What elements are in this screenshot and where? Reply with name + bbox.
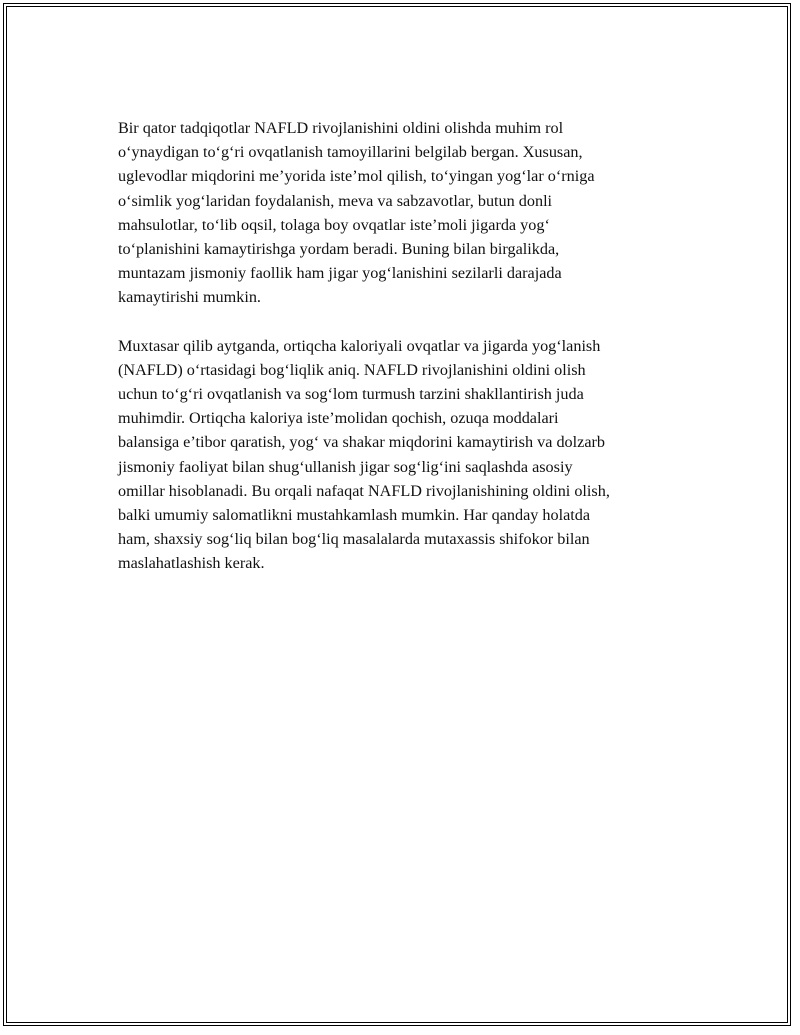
- text-line: uglevodlar miqdorini me’yorida iste’mol qilish, to‘yingan yog‘lar o‘rniga: [118, 167, 595, 186]
- text-line: jismoniy faoliyat bilan shug‘ullanish jigar sog‘lig‘ini saqlashda asosiy: [118, 457, 573, 476]
- text-line: maslahatlashish kerak.: [118, 554, 265, 573]
- paragraph-2: [118, 334, 688, 576]
- text-line: (NAFLD) o‘rtasidagi bog‘liqlik aniq. NAFLD rivojlanishini oldini olish: [118, 360, 586, 379]
- text-line: to‘planishini kamaytirishga yordam beradi. Buning bilan birgalikda,: [118, 240, 560, 259]
- text-line: balansiga e’tibor qaratish, yog‘ va shakar miqdorini kamaytirish va dolzarb: [118, 433, 605, 452]
- text-line: ham, shaxsiy sog‘liq bilan bog‘liq masalalarda mutaxassis shifokor bilan: [118, 530, 590, 549]
- text-line: muhimdir. Ortiqcha kaloriya iste’molidan qochish, ozuqa moddalari: [118, 409, 559, 428]
- text-line: uchun to‘g‘ri ovqatlanish va sog‘lom turmush tarzini shakllantirish juda: [118, 385, 584, 404]
- text-line: o‘ynaydigan to‘g‘ri ovqatlanish tamoyillarini belgilab bergan. Xususan,: [118, 143, 583, 162]
- paragraph-1: [118, 116, 688, 310]
- text-line: kamaytirishi mumkin.: [118, 288, 261, 307]
- text-line: Muxtasar qilib aytganda, ortiqcha kaloriyali ovqatlar va jigarda yog‘lanish: [118, 336, 601, 355]
- text-line: balki umumiy salomatlikni mustahkamlash mumkin. Har qanday holatda: [118, 506, 591, 525]
- text-line: muntazam jismoniy faollik ham jigar yog‘lanishini sezilarli darajada: [118, 264, 562, 283]
- document-body: [118, 116, 688, 576]
- text-line: Bir qator tadqiqotlar NAFLD rivojlanishini oldini olishda muhim rol: [118, 119, 564, 137]
- text-line: o‘simlik yog‘laridan foydalanish, meva va sabzavotlar, butun donli: [118, 191, 553, 210]
- text-line: mahsulotlar, to‘lib oqsil, tolaga boy ovqatlar iste’moli jigarda yog‘: [118, 215, 550, 234]
- text-line: omillar hisoblanadi. Bu orqali nafaqat NAFLD rivojlanishining oldini olish,: [118, 481, 610, 500]
